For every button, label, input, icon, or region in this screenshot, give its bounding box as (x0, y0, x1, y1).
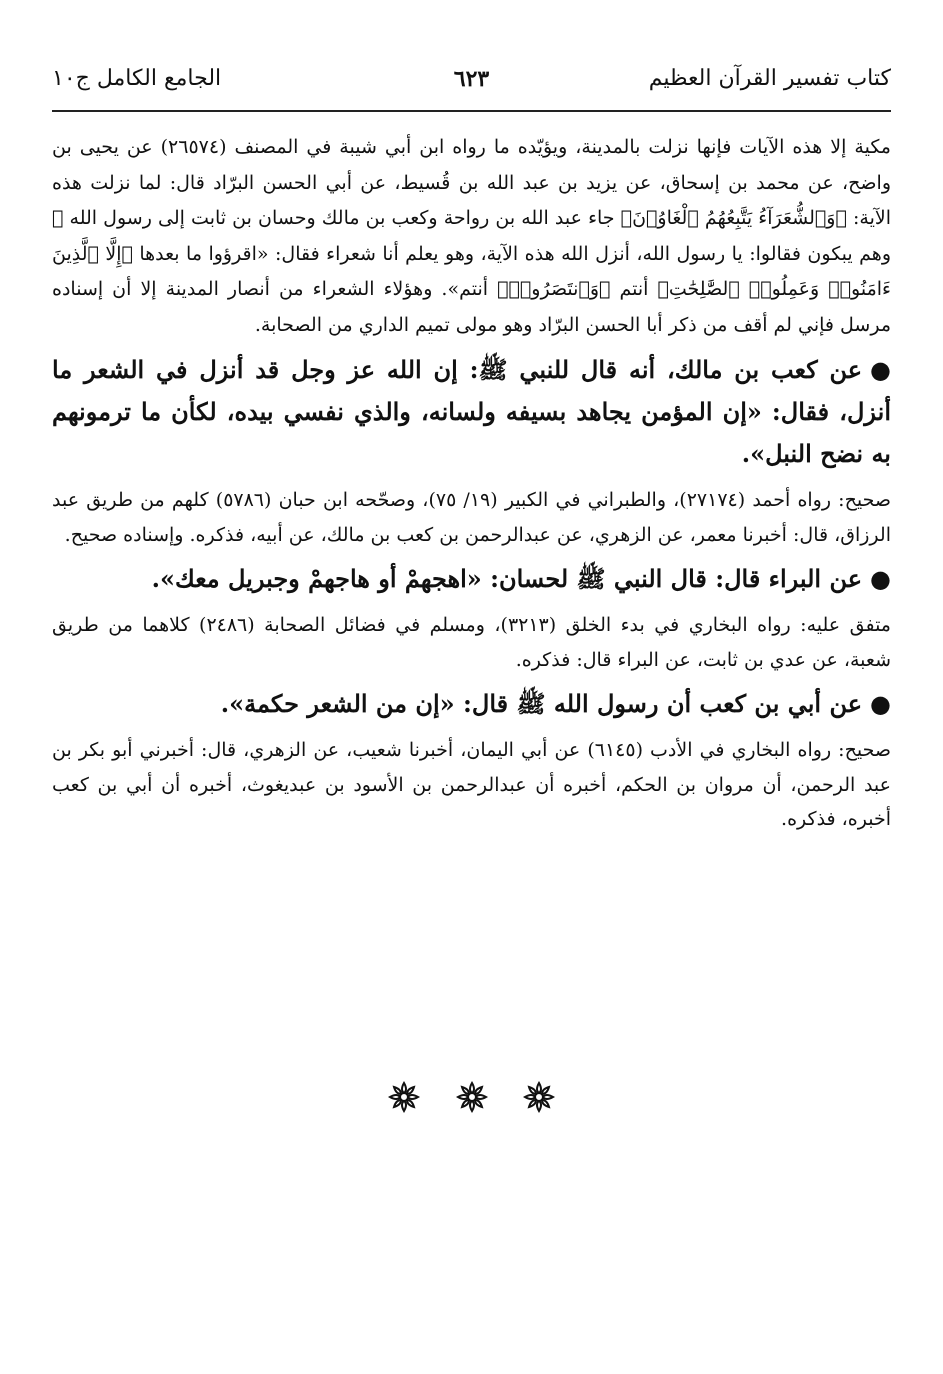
hadith-text: عن البراء قال: قال النبي ﷺ لحسان: «اهجهمْ أو هاجهمْ وجبريل معك». (151, 564, 863, 593)
hadith-paragraph (52, 683, 891, 725)
intro-paragraph: مكية إلا هذه الآيات فإنها نزلت بالمدينة، ويؤيّده ما رواه ابن أبي شيبة في المصنف (٢٦٥٧٤) عن يحيى بن واضح، عن محمد بن إسحاق، عن يزيد بن عبد الله بن قُسيط، عن أبي الحسن البرّاد قال: لما نزلت هذه الآية: ﴿وَٱلشُّعَرَآءُ يَتَّبِعُهُمُ ٱلْغَاوُۥنَ﴾ جاء عبد الله بن رواحة وكعب بن مالك وحسان بن ثابت إلى رسول الله ﷺ وهم يبكون فقالوا: يا رسول الله، أنزل الله هذه الآية، وهو يعلم أنا شعراء فقال: «اقرؤوا ما بعدها ﴿إِلَّا ٱلَّذِينَ ءَامَنُوا۟ وَعَمِلُوا۟ ٱلصَّٰلِحَٰتِ﴾ أنتم ﴿وَٱنتَصَرُوا۟﴾ أنتم». وهؤلاء الشعراء من أنصار المدينة إلا أن إسناده مرسل فإني لم أقف من ذكر أبا الحسن البرّاد وهو مولى تميم الداري من الصحابة. (52, 136, 891, 336)
volume-label: الجامع الكامل ج١٠ (52, 66, 222, 91)
page-number: ٦٢٣ (453, 66, 490, 92)
hadith-paragraph (52, 349, 891, 475)
hadith-paragraph (52, 558, 891, 600)
floral-star-icon (522, 1080, 556, 1114)
hadith-text: عن كعب بن مالك، أنه قال للنبي ﷺ: إن الله عز وجل قد أنزل في الشعر ما أنزل، فقال: «إن المؤمن يجاهد بسيفه ولسانه، والذي نفسي بيده، لكأن ما ترمونهم به نضح النبل». (52, 355, 891, 468)
bullet-icon: ● (870, 564, 891, 593)
hadith-text: عن أبي بن كعب أن رسول الله ﷺ قال: «إن من الشعر حكمة». (220, 689, 863, 718)
takhrij-note: صحيح: رواه أحمد (٢٧١٧٤)، والطبراني في الكبير (١٩/ ٧٥)، وصحّحه ابن حبان (٥٧٨٦) كلهم من طريق عبد الرزاق، قال: أخبرنا معمر، عن الزهري، عن عبدالرحمن بن كعب بن مالك، عن أبيه، فذكره. وإسناده صحيح. (52, 489, 891, 546)
floral-star-icon (455, 1080, 489, 1114)
book-title: كتاب تفسير القرآن العظيم (648, 66, 891, 91)
takhrij-note: صحيح: رواه البخاري في الأدب (٦١٤٥) عن أبي اليمان، أخبرنا شعيب، عن الزهري، قال: أخبرني أبو بكر بن عبد الرحمن، أن مروان بن الحكم، أخبره أن عبدالرحمن بن الأسود بن عبديغوث، أخبره أن أبي بن كعب أخبره، فذكره. (52, 739, 891, 830)
page-body (52, 130, 891, 843)
bullet-icon: ● (870, 355, 891, 384)
floral-star-icon (387, 1080, 421, 1114)
header-divider (52, 110, 891, 112)
bullet-icon: ● (870, 689, 891, 718)
section-end-ornaments (0, 1080, 943, 1118)
takhrij-note: متفق عليه: رواه البخاري في بدء الخلق (٣٢١٣)، ومسلم في فضائل الصحابة (٢٤٨٦) كلاهما من طريق شعبة، عن عدي بن ثابت، عن البراء قال: فذكره. (52, 614, 891, 671)
page-header (52, 66, 891, 106)
